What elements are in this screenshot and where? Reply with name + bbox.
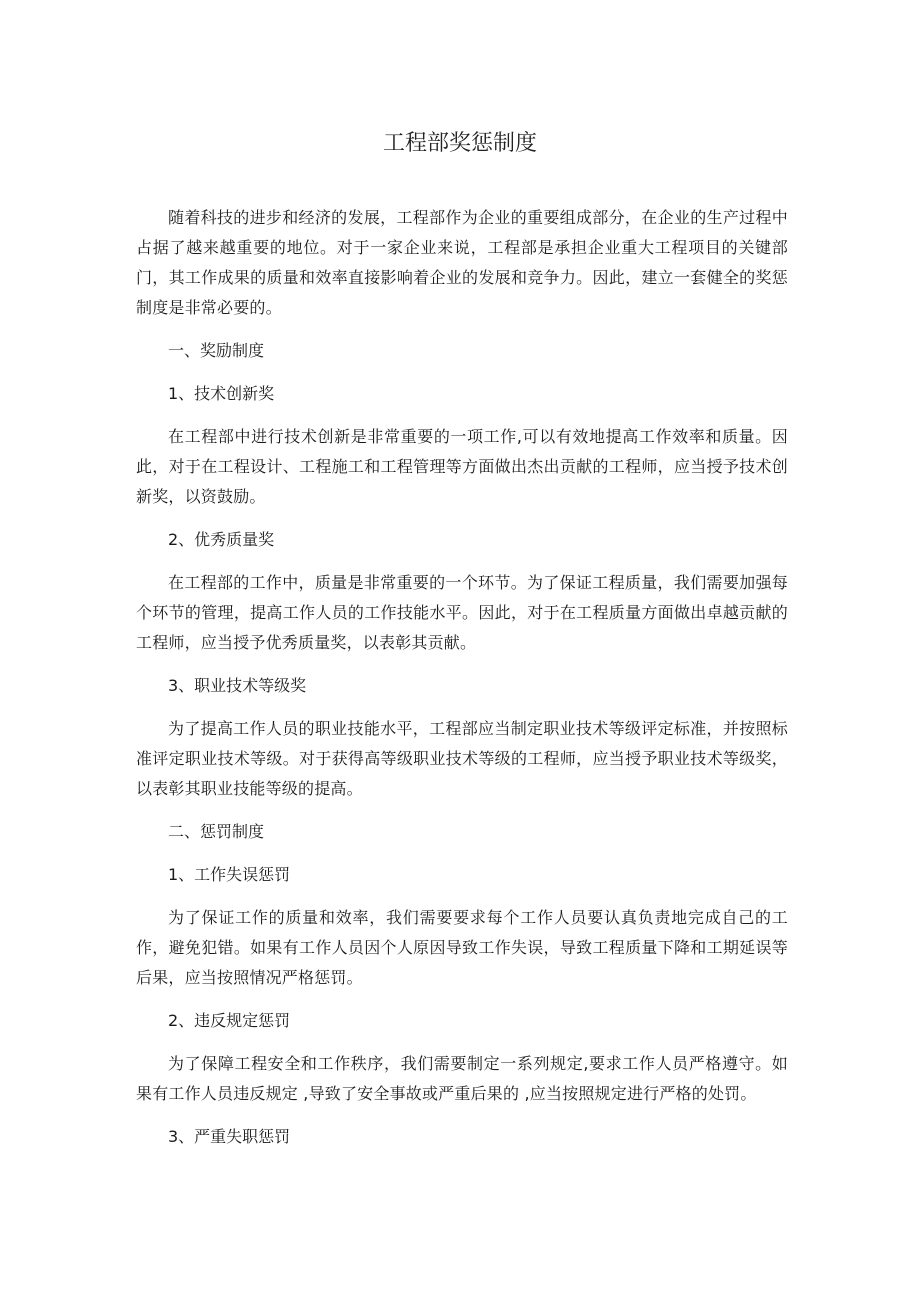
intro-paragraph: 随着科技的进步和经济的发展，工程部作为企业的重要组成部分，在企业的生产过程中占据了越来越重要的地位。对于一家企业来说，工程部是承担企业重大工程项目的关键部门，其工作成果的质量和效率直接影响着企业的发展和竞争力。因此，建立一套健全的奖惩制度是非常必要的。 (136, 208, 788, 317)
section-heading-rewards: 一、奖励制度 (168, 341, 265, 360)
paragraph-work-error-penalty: 为了保证工作的质量和效率，我们需要要求每个工作人员要认真负责地完成自己的工作，避免犯错。如果有工作人员因个人原因导致工作失误，导致工程质量下降和工期延误等后果，应当按照情况严格惩罚。 (136, 908, 788, 987)
subheading-skill-level-award: 3、职业技术等级奖 (168, 676, 307, 695)
paragraph-rule-violation-penalty: 为了保障工程安全和工作秩序，我们需要制定一系列规定,要求工作人员严格遵守。如果有工作人员违反规定 ,导致了安全事故或严重后果的 ,应当按照规定进行严格的处罚。 (136, 1054, 788, 1103)
subheading-rule-violation-penalty: 2、违反规定惩罚 (168, 1011, 291, 1030)
subheading-work-error-penalty: 1、工作失误惩罚 (168, 865, 291, 884)
section-heading-penalties: 二、惩罚制度 (168, 822, 265, 841)
document-body (136, 203, 788, 1152)
paragraph-tech-innovation-award: 在工程部中进行技术创新是非常重要的一项工作,可以有效地提高工作效率和质量。因此，对于在工程设计、工程施工和工程管理等方面做出杰出贡献的工程师，应当授予技术创新奖，以资鼓励。 (136, 427, 788, 506)
paragraph-skill-level-award: 为了提高工作人员的职业技能水平，工程部应当制定职业技术等级评定标准，并按照标准评定职业技术等级。对于获得高等级职业技术等级的工程师，应当授予职业技术等级奖，以表彰其职业技能等级的提高。 (136, 719, 788, 798)
subheading-dereliction-penalty: 3、严重失职惩罚 (168, 1127, 291, 1146)
subheading-tech-innovation-award: 1、技术创新奖 (168, 384, 275, 403)
document-title: 工程部奖惩制度 (382, 131, 537, 156)
subheading-quality-award: 2、优秀质量奖 (168, 530, 275, 549)
paragraph-quality-award: 在工程部的工作中，质量是非常重要的一个环节。为了保证工程质量，我们需要加强每个环节的管理，提高工作人员的工作技能水平。因此，对于在工程质量方面做出卓越贡献的工程师，应当授予优秀质量奖，以表彰其贡献。 (136, 573, 788, 652)
